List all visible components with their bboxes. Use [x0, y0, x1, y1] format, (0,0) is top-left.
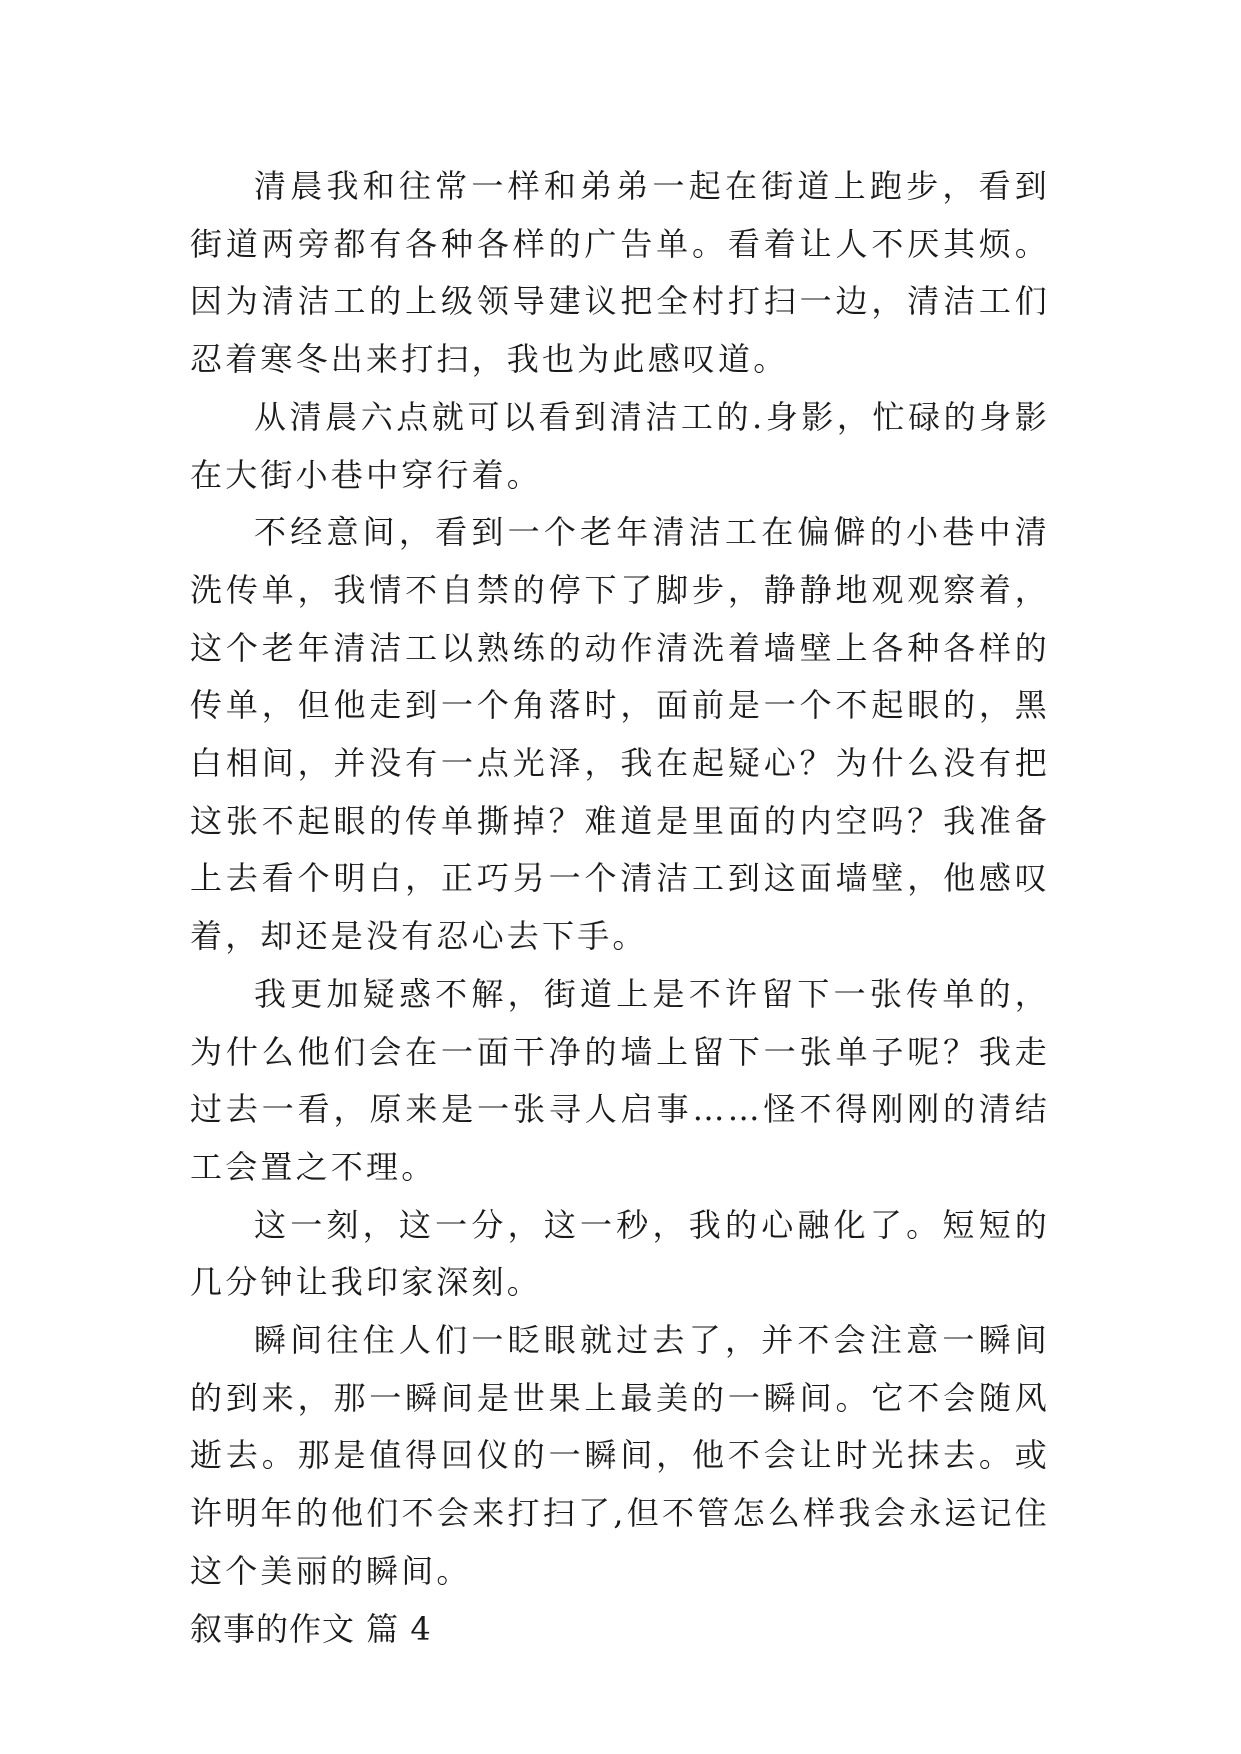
document-body	[190, 158, 1050, 1658]
paragraph-3: 不经意间，看到一个老年清洁工在偏僻的小巷中清洗传单，我情不自禁的停下了脚步，静静地观观察着，这个老年清洁工以熟练的动作清洗着墙壁上各种各样的传单，但他走到一个角落时，面前是一个不起眼的，黑白相间，并没有一点光泽，我在起疑心？为什么没有把这张不起眼的传单撕掉？难道是里面的内空吗？我准备上去看个明白，正巧另一个清洁工到这面墙壁，他感叹着，却还是没有忍心去下手。	[190, 513, 1050, 956]
section-title: 叙事的作文 篇 4	[190, 1609, 432, 1648]
paragraph-4: 我更加疑惑不解，街道上是不许留下一张传单的，为什么他们会在一面干净的墙上留下一张单子呢？我走过去一看，原来是一张寻人启事……怪不得刚刚的清结工会置之不理。	[190, 974, 1050, 1186]
paragraph-6: 瞬间往住人们一眨眼就过去了，并不会注意一瞬间的到来，那一瞬间是世果上最美的一瞬间。它不会随风逝去。那是值得回仪的一瞬间，他不会让时光抹去。或许明年的他们不会来打扫了,但不管怎么样我会永运记住这个美丽的瞬间。	[190, 1321, 1050, 1590]
paragraph-5: 这一刻，这一分，这一秒，我的心融化了。短短的几分钟让我印家深刻。	[190, 1205, 1050, 1302]
paragraph-1: 清晨我和往常一样和弟弟一起在街道上跑步，看到街道两旁都有各种各样的广告单。看着让人不厌其烦。因为清洁工的上级领导建议把全村打扫一边，清洁工们忍着寒冬出来打扫，我也为此感叹道。	[190, 167, 1050, 379]
paragraph-2: 从清晨六点就可以看到清洁工的.身影，忙碌的身影在大街小巷中穿行着。	[190, 397, 1050, 494]
